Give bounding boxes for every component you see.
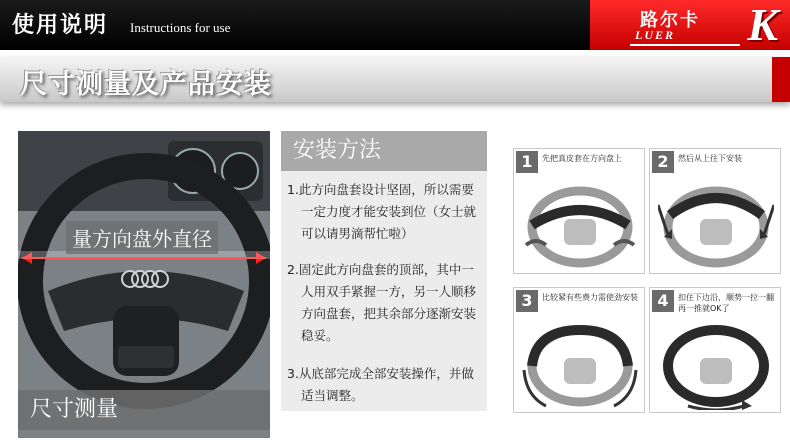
step-description: 先把真皮套在方向盘上 bbox=[542, 154, 622, 163]
step-line: 一定力度才能安装到位（女士就 bbox=[301, 204, 477, 219]
section-heading: 尺寸测量及产品安装 bbox=[20, 69, 272, 100]
step-number: 2 bbox=[652, 151, 674, 173]
step-number: 1 bbox=[516, 151, 538, 173]
diagram-step-3 bbox=[513, 287, 645, 413]
brand-logo bbox=[590, 0, 790, 50]
step-line: 稳妥。 bbox=[301, 328, 339, 343]
page-title: 使用说明 bbox=[12, 13, 109, 38]
wheel-cover-step-3-icon bbox=[522, 314, 638, 410]
brand-name-en: LUER bbox=[635, 28, 676, 42]
step-description: 比较紧有些费力需使劲安装 bbox=[542, 293, 638, 302]
page-subtitle: Instructions for use bbox=[130, 20, 231, 35]
brand-name-cn: 路尔卡 bbox=[640, 10, 700, 31]
wheel-cover-step-1-icon bbox=[522, 175, 638, 271]
step-description: 然后从上往下安装 bbox=[678, 154, 742, 163]
measure-caption: 量方向盘外直径 bbox=[66, 221, 218, 254]
diagram-step-4 bbox=[649, 287, 781, 413]
step-line: 3.从底部完成全部安装操作，并做 bbox=[287, 366, 474, 381]
step-description: 扣住下边沿，顺势一拉一翻再一推就OK了 bbox=[678, 293, 774, 313]
header-bar bbox=[0, 0, 790, 50]
install-method-title: 安装方法 bbox=[281, 131, 487, 171]
brand-underline bbox=[630, 44, 740, 46]
step-line: 可以请男滴帮忙啦） bbox=[301, 226, 414, 241]
section-accent bbox=[772, 57, 790, 102]
wheel-cover-step-2-icon bbox=[658, 175, 774, 271]
diagram-step-1 bbox=[513, 148, 645, 274]
brand-letter: K bbox=[747, 0, 778, 50]
section-heading-bar bbox=[0, 57, 790, 102]
install-method-panel bbox=[281, 131, 487, 411]
step-number: 3 bbox=[516, 290, 538, 312]
step-line: 方向盘套，把其余部分逐渐安装 bbox=[301, 306, 477, 321]
wheel-cover-step-4-icon bbox=[658, 314, 774, 410]
instruction-step-2 bbox=[287, 259, 483, 347]
measurement-photo bbox=[18, 131, 270, 438]
step-line: 2.固定此方向盘套的顶部，其中一 bbox=[287, 262, 474, 277]
step-number: 4 bbox=[652, 290, 674, 312]
photo-caption: 尺寸测量 bbox=[18, 390, 270, 430]
step-line: 1.此方向盘套设计坚固，所以需要 bbox=[287, 182, 474, 197]
diagram-step-2 bbox=[649, 148, 781, 274]
step-line: 人用双手紧握一方，另一人顺移 bbox=[301, 284, 477, 299]
instruction-step-3 bbox=[287, 363, 483, 407]
instruction-step-1 bbox=[287, 179, 483, 245]
step-line: 适当调整。 bbox=[301, 388, 364, 403]
